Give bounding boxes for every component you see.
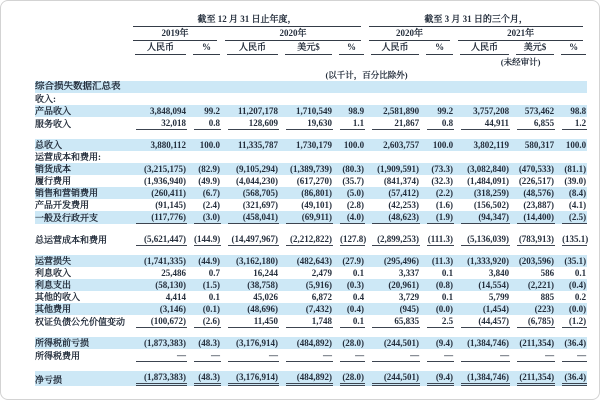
cell-value [420,93,454,105]
cell-value: (48,696) [247,304,278,314]
table-row [35,139,587,151]
cell-value: 2,479 [311,268,332,278]
cell-value: 1.1 [333,117,365,130]
cell-value: (3,215,175) [144,164,186,174]
cell-value: — [420,349,454,362]
cell-value: (2,212,822) [279,233,333,246]
cell-value: — [333,349,365,362]
cell-value: (223) [534,304,555,314]
cell-value: (1,454) [482,304,510,314]
cell-value: 3,757,208 [473,106,510,116]
cell-value: (35.7) [342,176,365,186]
cell-value: (1,873,383) [129,371,187,386]
row-label: 产品收入 [35,106,72,116]
cell-value: (945) [399,304,420,314]
cell-value: (6,785) [510,315,555,328]
cell-value: — [365,349,420,362]
cell-value: (39.0) [564,176,587,186]
col-header-usd: 美元$ [516,41,554,55]
cell-value [129,93,187,105]
row-label: 服务收入 [35,119,72,129]
cell-value: 0.1 [333,315,365,328]
row-label: 销售和营销费用 [35,188,99,198]
period-left-header: 截至 12 月 31 日止年度， [133,13,361,27]
cell-value: — [510,349,555,362]
row-label: 净亏损 [35,375,63,385]
spacer-row [35,362,587,371]
cell-value [365,93,420,105]
cell-value: (48,623) [365,211,420,224]
spacer-row [35,328,587,337]
row-label: 其他的收入 [35,292,81,302]
cell-value: (14,554) [478,280,510,290]
cell-value: (2,899,253) [365,233,420,246]
cell-value: 573,462 [524,106,555,116]
spacer-row [35,130,587,139]
cell-value: 99.2 [437,106,454,116]
cell-value: (28.0) [342,338,365,348]
cell-value: 25,486 [161,268,186,278]
cell-value: (1.6) [435,200,454,210]
cell-value [129,151,187,163]
cell-value: 0.1 [441,292,454,302]
row-label: 所得税前亏损 [35,338,90,348]
cell-value: — [279,349,333,362]
spacer-row [35,246,587,255]
row-label: 履行费用 [35,176,72,186]
cell-value: 1.2 [555,117,587,130]
cell-value: (35.1) [564,256,587,266]
cell-value: (295,496) [383,256,420,266]
cell-value: 5,799 [488,292,510,302]
cell-value: (3,176,914) [236,338,278,348]
period-right-header: 截至 3 月 31 日的三个月， [369,13,583,27]
cell-value: (9.4) [435,338,454,348]
units-note: (以千计，百分比除外) [325,70,408,80]
row-label: 运营损失 [35,256,72,266]
cell-value: (73.3) [431,164,454,174]
cell-value: (1,389,739) [290,164,332,174]
cell-value: 1,730,179 [296,140,332,150]
spacer-cell [35,246,587,255]
cell-value [221,93,279,105]
cell-value: 45,026 [253,292,278,302]
table-header [35,13,587,81]
cell-value: — [187,349,221,362]
cell-value: (2,221) [527,280,555,290]
cell-value: (42,253) [388,200,420,210]
table-body [35,81,587,386]
spacer-row [35,224,587,233]
cell-value: (482,643) [296,256,332,266]
cell-value: 100.0 [199,140,220,150]
cell-value: 98.8 [570,106,587,116]
spacer-cell [35,130,587,139]
row-label: 其他费用 [35,304,72,314]
cell-value: (321,697) [242,200,278,210]
cell-value: (49.9) [198,176,220,186]
cell-value: (260,411) [151,188,186,198]
table-row [35,199,587,211]
cell-value: (58,130) [155,280,186,290]
cell-value: (841,374) [383,176,420,186]
cell-value: (3,082,840) [467,164,510,174]
col-header-pct: % [561,41,586,55]
cell-value: (80.3) [342,164,365,174]
cell-value: (568,705) [242,188,278,198]
cell-value: 0.2 [574,292,587,302]
table-row [35,175,587,187]
cell-value: (484,892) [279,371,333,386]
cell-value [454,151,510,163]
cell-value: (0.4) [568,280,587,290]
cell-value: (0.0) [435,304,454,314]
cell-value: (117,776) [129,211,187,224]
cell-value: 3,802,119 [473,140,510,150]
cell-value: 1,710,549 [296,106,332,116]
units-note-row [35,68,587,81]
income-statement-table [35,13,587,386]
cell-value [365,151,420,163]
table-row [35,187,587,199]
cell-value: (4.1) [568,200,587,210]
cell-value: (3.0) [187,211,221,224]
cell-value: 0.7 [208,268,220,278]
cell-value [454,93,510,105]
cell-value: 100.0 [432,140,454,150]
cell-value: (5.0) [346,188,365,198]
year-2020-quarter: 2020年 [369,27,450,41]
col-header-usd: 美元$ [285,41,332,55]
cell-value [555,151,587,163]
spacer-cell [35,224,587,233]
cell-value: (3,176,914) [221,371,279,386]
cell-value: 4,414 [165,292,186,302]
table-row [35,315,587,328]
cell-value: (783,913) [518,234,555,244]
cell-value: 0.8 [420,117,454,130]
unaudited-note-row [35,55,587,68]
year-header-row [35,27,587,41]
cell-value: (6.7) [202,188,220,198]
cell-value: 16,244 [253,268,278,278]
col-header-pct: % [426,41,453,55]
cell-value: 0.1 [208,292,220,302]
cell-value: (0.3) [346,280,365,290]
cell-value: 44,911 [454,117,510,130]
cell-value: (0.1) [202,304,220,314]
cell-value: 98.9 [348,106,365,116]
cell-value [333,151,365,163]
cell-value: 3,880,112 [150,140,186,150]
cell-value: (0.8) [435,280,454,290]
cell-value: 0.1 [352,268,365,278]
cell-value: (135.1) [562,234,589,244]
cell-value: 2,581,890 [383,106,420,116]
cell-value: 586 [540,268,555,278]
table-row [35,303,587,315]
cell-value [555,93,587,105]
cell-value: — [129,349,187,362]
cell-value [279,93,333,105]
table-row [35,233,587,246]
cell-value: (2.6) [187,315,221,328]
cell-value: (28.0) [333,371,365,386]
cell-value: (9,105,294) [236,164,278,174]
cell-value: (1.9) [420,211,454,224]
cell-value: (5,136,039) [454,233,510,246]
cell-value: (14,497,967) [221,233,279,246]
table-row [35,93,587,105]
column-header-row [35,41,587,55]
cell-value: 32,018 [129,117,187,130]
cell-value: (1,873,383) [144,338,186,348]
cell-value: (3,146) [159,304,186,314]
cell-value: 1,748 [279,315,333,328]
cell-value: (86,801) [301,188,332,198]
cell-value: (81.1) [564,164,587,174]
cell-value: (144.9) [194,234,221,244]
cell-value: (156,502) [473,200,510,210]
table-row [35,211,587,224]
cell-value: 19,630 [279,117,333,130]
cell-value: 6,872 [311,292,332,302]
cell-value: (1,384,746) [454,371,510,386]
cell-value: (2.5) [555,211,587,224]
cell-value: (20,961) [388,280,420,290]
cell-value [187,93,221,105]
empty-corner [35,13,129,27]
cell-value: (458,041) [221,211,279,224]
cell-value [279,151,333,163]
table-container [1,1,599,386]
table-row [35,349,587,362]
col-header-pct: % [193,41,220,55]
cell-value: (211,354) [510,371,555,386]
row-label: 总收入 [35,140,63,150]
cell-value: (5,916) [305,280,332,290]
cell-value [187,151,221,163]
cell-value: (244,501) [365,371,420,386]
cell-value: (91,145) [155,200,186,210]
cell-value: (2.2) [435,188,454,198]
spacer-cell [35,362,587,371]
cell-value: (617,270) [296,176,332,186]
cell-value: (1.2) [555,315,587,328]
cell-value: 3,848,094 [150,106,186,116]
row-label: 利息支出 [35,280,72,290]
cell-value: (14,400) [510,211,555,224]
cell-value: (57,412) [388,188,420,198]
cell-value: (1,384,746) [467,338,510,348]
cell-value: 2,603,757 [383,140,420,150]
col-header-rmb: 人民币 [460,41,509,55]
cell-value: (211,354) [519,338,555,348]
cell-value: 100.0 [565,140,587,150]
unaudited-note: (未经审计) [500,57,541,67]
cell-value: (44.9) [198,256,220,266]
cell-value: 21,867 [365,117,420,130]
cell-value: (11.3) [431,256,454,266]
cell-value: (4.0) [333,211,365,224]
row-label: 收入: [35,94,56,104]
cell-value: (27.9) [342,256,365,266]
cell-value: (244,501) [383,338,420,348]
cell-value: — [454,349,510,362]
table-row [35,291,587,303]
cell-value: 3,840 [488,268,510,278]
cell-value [333,93,365,105]
table-row [35,163,587,175]
cell-value: 3,729 [398,292,420,302]
col-header-rmb: 人民币 [135,41,186,55]
table-row [35,151,587,163]
cell-value: (8.4) [568,188,587,198]
section-title-row [35,81,587,93]
table-row [35,105,587,117]
cell-value: (2.4) [202,200,220,210]
cell-value: (226,517) [518,176,555,186]
row-label: 利息收入 [35,268,72,278]
cell-value: (1,936,940) [144,176,186,186]
cell-value: 0.8 [187,117,221,130]
year-2019: 2019年 [133,27,217,41]
cell-value: (49,101) [301,200,332,210]
cell-value: (38,758) [247,280,278,290]
cell-value: (2.8) [346,200,365,210]
col-header-rmb: 人民币 [371,41,419,55]
table-row [35,117,587,130]
cell-value: — [555,349,587,362]
cell-value: (3,162,180) [236,256,278,266]
cell-value: 11,207,178 [237,106,278,116]
cell-value: (44,457) [454,315,510,328]
cell-value: 128,609 [221,117,279,130]
cell-value: 11,335,787 [237,140,278,150]
cell-value: (94,347) [454,211,510,224]
table-row [35,337,587,349]
cell-value: (69,911) [279,211,333,224]
year-2021-quarter: 2021年 [458,27,583,41]
row-label: 销货成本 [35,164,72,174]
cell-value [510,151,555,163]
cell-value [510,93,555,105]
cell-value [221,151,279,163]
row-label: 运营成本和费用: [35,152,101,162]
cell-value: (1.5) [202,280,220,290]
cell-value: (48.3) [187,371,221,386]
cell-value: (23,887) [523,200,555,210]
cell-value: 580,317 [524,140,555,150]
cell-value: (7,432) [305,304,332,314]
cell-value: (32.3) [431,176,454,186]
cell-value: 100.0 [343,140,365,150]
cell-value: (36.4) [564,338,587,348]
cell-value: (1,333,920) [467,256,510,266]
cell-value: 65,835 [365,315,420,328]
cell-value: (318,259) [473,188,510,198]
cell-value: 0.1 [441,268,454,278]
cell-value: 3,337 [398,268,420,278]
row-label: 一般及行政开支 [35,213,99,223]
cell-value: (470,533) [518,164,555,174]
cell-value: (127.8) [340,234,367,244]
cell-value: 11,450 [221,315,279,328]
table-row [35,255,587,267]
table-row [35,371,587,386]
cell-value: 99.2 [204,106,220,116]
cell-value: (0.0) [568,304,587,314]
row-label: 总运营成本和费用 [35,235,108,245]
cell-value: (484,892) [296,338,332,348]
cell-value: 0.1 [574,268,587,278]
table-row [35,267,587,279]
cell-value: (100,672) [129,315,187,328]
cell-value: (111.3) [427,234,454,244]
spacer-cell [35,328,587,337]
cell-value: (4,044,230) [236,176,278,186]
section-title: 综合损失数据汇总表 [35,82,121,92]
cell-value: (1,909,591) [377,164,420,174]
col-header-rmb: 人民币 [227,41,278,55]
row-label: 所得税费用 [35,351,81,361]
row-label: 权证负债公允价值变动 [35,317,126,327]
year-2020-annual: 2020年 [225,27,361,41]
cell-value: (1,741,335) [144,256,186,266]
cell-value: (48.3) [198,338,220,348]
cell-value: (0.4) [346,304,365,314]
cell-value [420,151,454,163]
cell-value: (36.4) [555,371,587,386]
table-row [35,279,587,291]
cell-value: (5,621,447) [129,233,187,246]
cell-value: (9.4) [420,371,454,386]
col-header-pct: % [339,41,364,55]
cell-value: 885 [540,292,555,302]
cell-value: 2.5 [420,315,454,328]
cell-value: 0.4 [352,292,365,302]
cell-value: 6,855 [510,117,555,130]
cell-value: (203,596) [518,256,555,266]
row-label: 产品开发费用 [35,200,90,210]
cell-value: — [221,349,279,362]
cell-value: (1,484,091) [467,176,510,186]
cell-value: (82.9) [198,164,220,174]
period-header-row [35,13,587,27]
cell-value: (48,576) [523,188,555,198]
